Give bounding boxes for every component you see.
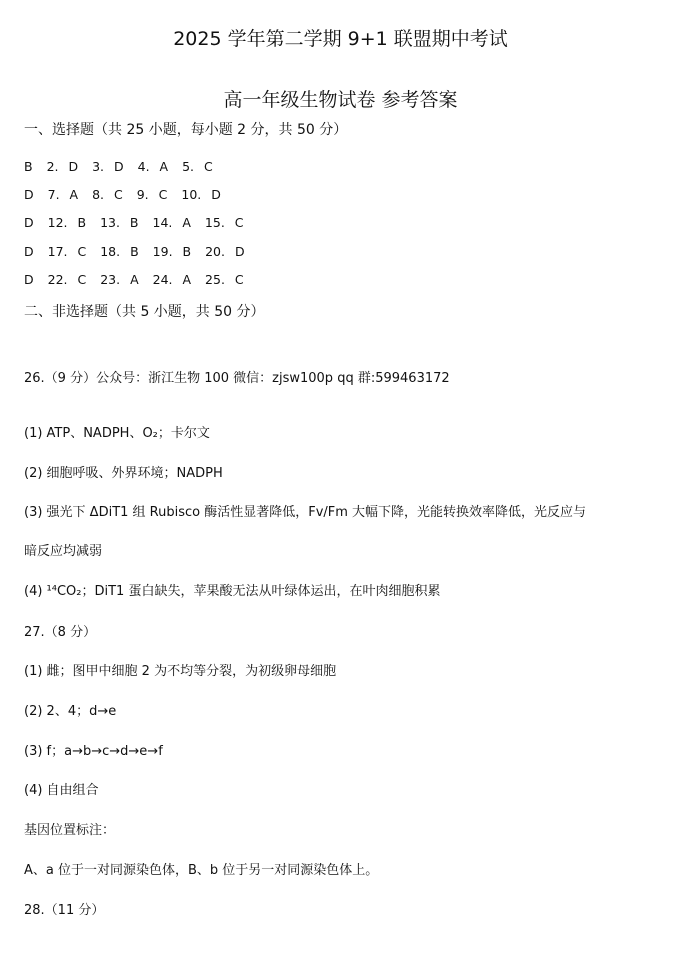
q26-answer-3-cont: 暗反应均减弱 <box>24 544 103 559</box>
answer-cell: 8. C <box>92 187 123 202</box>
answer-cell: 9. C <box>136 187 168 202</box>
paper-title: 高一年级生物试卷 参考答案 <box>223 89 458 111</box>
answer-cell: 2. D <box>46 159 79 174</box>
answer-cell: 17. C <box>47 244 87 259</box>
q27-answer-1: (1) 雌；图甲中细胞 2 为不均等分裂，为初级卵母细胞 <box>24 664 337 679</box>
answer-cell: 7. A <box>47 187 79 202</box>
answer-cell: 10. D <box>181 187 221 202</box>
q27-gene-text: A、a 位于一对同源染色体，B、b 位于另一对同源染色体上。 <box>24 863 379 878</box>
answer-cell: 5. C <box>182 159 213 174</box>
answer-cell: B <box>24 159 33 174</box>
q26-header: 26.（9 分）公众号：浙江生物 100 微信：zjsw100p qq 群:599463172 <box>24 371 450 386</box>
answer-cell: 23. A <box>100 272 139 287</box>
answer-cell: 20. D <box>205 244 245 259</box>
q28-header: 28.（11 分） <box>24 903 105 918</box>
exam-title: 2025 学年第二学期 9+1 联盟期中考试 <box>173 28 508 50</box>
answer-cell: D <box>24 244 34 259</box>
q27-gene-label: 基因位置标注： <box>24 823 116 838</box>
section1-heading: 一、选择题（共 25 小题，每小题 2 分，共 50 分） <box>24 122 348 138</box>
answer-cell: 15. C <box>204 215 244 230</box>
answer-cell: 14. A <box>152 215 191 230</box>
answer-row <box>24 243 259 261</box>
answer-cell: D <box>24 187 34 202</box>
answer-cell: 24. A <box>152 272 192 287</box>
answer-cell: 19. B <box>152 244 192 259</box>
q26-answer-1: (1) ATP、NADPH、O₂；卡尔文 <box>24 426 210 441</box>
q27-answer-3: (3) f；a→b→c→d→e→f <box>24 744 163 759</box>
answer-cell: 4. A <box>137 159 169 174</box>
section2-heading: 二、非选择题（共 5 小题，共 50 分） <box>24 304 265 320</box>
answer-cell: D <box>24 272 34 287</box>
answer-row <box>24 214 258 232</box>
answer-cell: 22. C <box>47 272 87 287</box>
answer-row <box>24 186 235 204</box>
q26-answer-3: (3) 强光下 ΔDiT1 组 Rubisco 酶活性显著降低，Fv/Fm 大幅下降，光能转换效率降低，光反应与 <box>24 505 587 520</box>
answer-cell: 3. D <box>92 159 124 174</box>
answer-cell: 12. B <box>47 215 87 230</box>
answer-cell: 25. C <box>205 272 244 287</box>
q27-answer-4: (4) 自由组合 <box>24 783 99 798</box>
answer-cell: D <box>24 215 34 230</box>
q27-header: 27.（8 分） <box>24 625 97 640</box>
q27-answer-2: (2) 2、4；d→e <box>24 704 117 719</box>
answer-row <box>24 271 258 289</box>
answer-cell: 13. B <box>100 215 139 230</box>
q26-answer-2: (2) 细胞呼吸、外界环境；NADPH <box>24 466 223 481</box>
answer-cell: 18. B <box>100 244 139 259</box>
q26-answer-4: (4) ¹⁴CO₂；DiT1 蛋白缺失，苹果酸无法从叶绿体运出，在叶肉细胞积累 <box>24 584 441 599</box>
answer-row <box>24 158 227 176</box>
